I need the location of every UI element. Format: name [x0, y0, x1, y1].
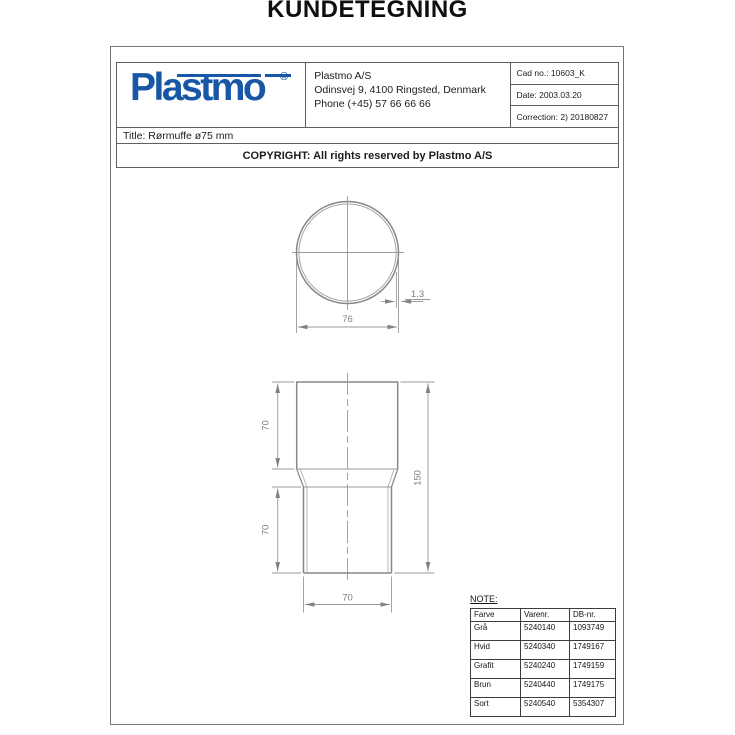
cell-dbnr: 1749175 — [570, 679, 616, 698]
cell-farve: Sort — [471, 698, 521, 717]
cad-number: Cad no.: 10603_K — [511, 63, 618, 85]
cell-varenr: 5240240 — [521, 660, 570, 679]
cell-varenr: 5240340 — [521, 641, 570, 660]
copyright-notice: COPYRIGHT: All rights reserved by Plastmo A/S — [242, 150, 493, 162]
cell-varenr: 5240540 — [521, 698, 570, 717]
company-phone: Phone (+45) 57 66 66 66 — [314, 98, 431, 110]
cell-dbnr: 1093749 — [570, 622, 616, 641]
cell-varenr: 5240140 — [521, 622, 570, 641]
table-row — [471, 698, 616, 717]
cell-dbnr: 5354307 — [570, 698, 616, 717]
registered-trademark-icon: ® — [280, 71, 289, 83]
cell-varenr: 5240440 — [521, 679, 570, 698]
dim-label-diameter: 76 — [342, 314, 353, 325]
side-view-body — [297, 373, 398, 581]
col-header-varenr: Varenr. — [521, 609, 570, 622]
col-header-farve: Farve — [471, 609, 521, 622]
drawing-title: Title: Rørmuffe ø75 mm — [117, 128, 618, 144]
cell-farve: Grafit — [471, 660, 521, 679]
table-header-row — [471, 609, 616, 622]
note-heading: NOTE: — [470, 594, 498, 604]
logo-text: Plastmo — [130, 66, 265, 109]
cell-dbnr: 1749159 — [570, 660, 616, 679]
table-row — [471, 660, 616, 679]
company-street: Odinsvej 9, 4100 Ringsted, Denmark — [314, 84, 486, 96]
note-section — [470, 594, 616, 717]
drawing-date: Date: 2003.03.20 — [511, 85, 618, 107]
dim-label-total-height: 150 — [412, 470, 424, 486]
color-variant-table — [470, 608, 616, 717]
table-row — [471, 622, 616, 641]
cell-dbnr: 1749167 — [570, 641, 616, 660]
cell-farve: Brun — [471, 679, 521, 698]
company-name: Plastmo A/S — [314, 70, 372, 82]
dim-label-wall-thickness: 1.3 — [410, 289, 425, 300]
top-view-circle — [292, 196, 404, 310]
col-header-dbnr: DB-nr. — [570, 609, 616, 622]
dim-label-bottom-width: 70 — [342, 592, 353, 604]
page-title: KUNDETEGNING — [267, 0, 468, 23]
correction-note: Correction: 2) 20180827 — [516, 111, 609, 122]
table-row — [471, 641, 616, 660]
cell-farve: Grå — [471, 622, 521, 641]
dim-label-lower-height: 70 — [260, 524, 272, 536]
dim-label-upper-height: 70 — [260, 420, 272, 431]
cell-farve: Hvid — [471, 641, 521, 660]
table-row — [471, 679, 616, 698]
